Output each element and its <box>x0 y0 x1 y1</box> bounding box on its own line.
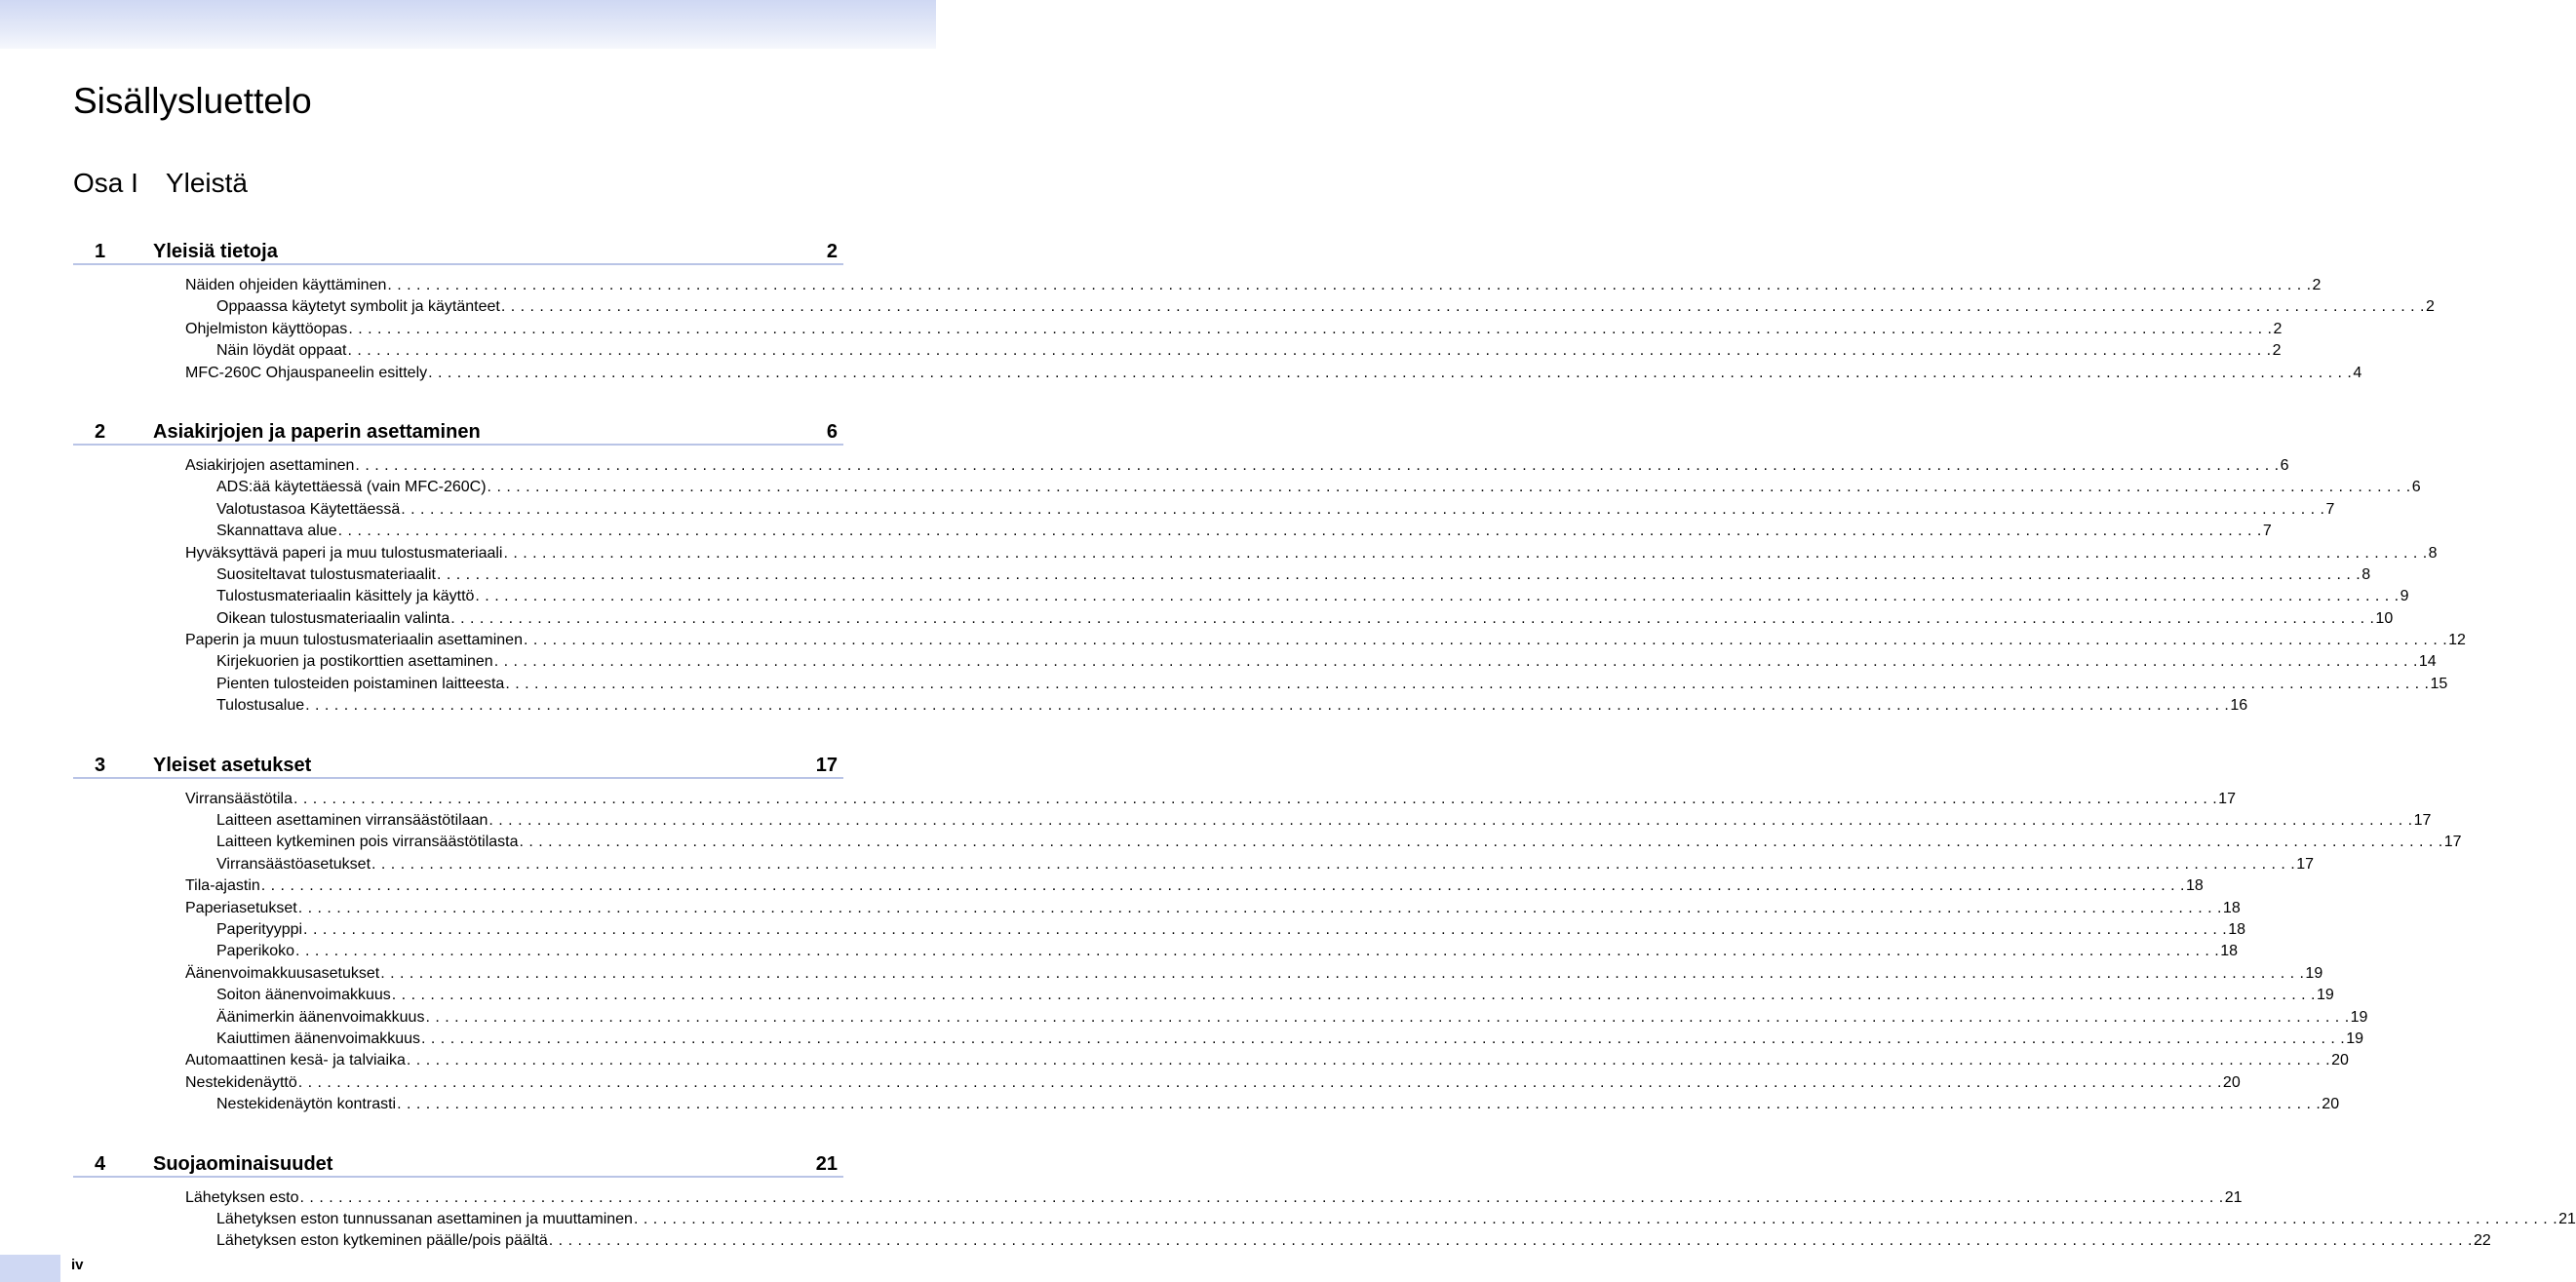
entry-page: 17 <box>2296 855 2314 873</box>
chapter-page: 6 <box>826 420 838 443</box>
entry-title: Ohjelmiston käyttöopas <box>185 320 348 337</box>
chapter-heading[interactable] <box>73 230 843 265</box>
toc-subentry[interactable] <box>73 810 2432 832</box>
dot-leader: . . . . . . . . . . . . . . . . . . . . . . . . . . . . . . . . . . . . . . . . . . . . . . . . . . . . . . . . . . . . . . . . . . . . . . . . . . . . . . . . . . . . . . . . . . . . . . . . . . . . . . . . . . . . . . . . . . . . . . . . . . . . . . . . . . . . . . . . . . . . . . . . . . . . . . . . . . . . . . . . . . . . . . . . . . . . . . . . . . . . . . . . . . . . . . . . . . . . . . . . <box>488 812 2413 830</box>
entry-page: 19 <box>2316 987 2334 1004</box>
entry-page: 18 <box>2222 899 2241 916</box>
entry-title: Pienten tulosteiden poistaminen laitteesta <box>216 675 505 692</box>
toc-entry[interactable] <box>73 319 2283 340</box>
entry-title: Nestekidenäyttö <box>185 1073 297 1091</box>
entry-page: 14 <box>2418 653 2437 671</box>
dot-leader: . . . . . . . . . . . . . . . . . . . . . . . . . . . . . . . . . . . . . . . . . . . . . . . . . . . . . . . . . . . . . . . . . . . . . . . . . . . . . . . . . . . . . . . . . . . . . . . . . . . . . . . . . . . . . . . . . . . . . . . . . . . . . . . . . . . . . . . . . . . . . . . . . . . . . . . . . . . . . . . . . . . . . . . . . . . . . . . . . . . . . . . . . . . . . . . . . . . . . . . . <box>519 834 2443 851</box>
entry-title: Hyväksyttävä paperi ja muu tulostusmateriaali <box>185 544 503 562</box>
entry-title: Paperityyppi <box>216 920 303 938</box>
part-label: Osa I <box>73 168 138 198</box>
entry-page: 19 <box>2346 1029 2363 1047</box>
chapter-number: 2 <box>95 420 106 443</box>
dot-leader: . . . . . . . . . . . . . . . . . . . . . . . . . . . . . . . . . . . . . . . . . . . . . . . . . . . . . . . . . . . . . . . . . . . . . . . . . . . . . . . . . . . . . . . . . . . . . . . . . . . . . . . . . . . . . . . . . . . . . . . . . . . . . . . . . . . . . . . . . . . . . . . . . . . . . . . . . . . . . . . . . . . . . . . . . . . . . . . . . . . . . . . . . . . . . . . . . . . . . . . . <box>355 456 2280 474</box>
dot-leader: . . . . . . . . . . . . . . . . . . . . . . . . . . . . . . . . . . . . . . . . . . . . . . . . . . . . . . . . . . . . . . . . . . . . . . . . . . . . . . . . . . . . . . . . . . . . . . . . . . . . . . . . . . . . . . . . . . . . . . . . . . . . . . . . . . . . . . . . . . . . . . . . . . . . . . . . . . . . . . . . . . . . . . . . . . . . . . . . . . . . . . . . . . . . . . . . . . . . . . . . <box>299 1188 2224 1206</box>
toc-subentry[interactable] <box>73 477 2421 498</box>
entry-title: Äänimerkin äänenvoimakkuus <box>216 1008 425 1026</box>
chapter-entries <box>73 265 2435 410</box>
entry-title: Näiden ohjeiden käyttäminen <box>185 277 387 293</box>
entry-title: Oppaassa käytetyt symbolit ja käytänteet <box>216 298 500 316</box>
entry-page: 18 <box>2220 943 2239 960</box>
toc-subentry[interactable] <box>73 586 2409 607</box>
entry-title: Soiton äänenvoimakkuus <box>216 987 391 1004</box>
toc-entry[interactable] <box>73 630 2466 651</box>
entry-page: 18 <box>2185 877 2204 895</box>
table-of-contents <box>73 230 2576 1279</box>
entry-page: 2 <box>2426 298 2435 316</box>
entry-page: 2 <box>2312 277 2322 293</box>
entry-title: Valotustasoa Käytettäessä <box>216 500 401 518</box>
entry-title: Virransäästöasetukset <box>216 855 371 873</box>
entry-page: 17 <box>2218 790 2236 807</box>
dot-leader: . . . . . . . . . . . . . . . . . . . . . . . . . . . . . . . . . . . . . . . . . . . . . . . . . . . . . . . . . . . . . . . . . . . . . . . . . . . . . . . . . . . . . . . . . . . . . . . . . . . . . . . . . . . . . . . . . . . . . . . . . . . . . . . . . . . . . . . . . . . . . . . . . . . . . . . . . . . . . . . . . . . . . . . . . . . . . . . . . . . . . . . . . . . . . . . . . . . . . . . . <box>397 1096 2322 1113</box>
dot-leader: . . . . . . . . . . . . . . . . . . . . . . . . . . . . . . . . . . . . . . . . . . . . . . . . . . . . . . . . . . . . . . . . . . . . . . . . . . . . . . . . . . . . . . . . . . . . . . . . . . . . . . . . . . . . . . . . . . . . . . . . . . . . . . . . . . . . . . . . . . . . . . . . . . . . . . . . . . . . . . . . . . . . . . . . . . . . . . . . . . . . . . . . . . . . . . . . . . . . . . . . <box>500 298 2425 316</box>
dot-leader: . . . . . . . . . . . . . . . . . . . . . . . . . . . . . . . . . . . . . . . . . . . . . . . . . . . . . . . . . . . . . . . . . . . . . . . . . . . . . . . . . . . . . . . . . . . . . . . . . . . . . . . . . . . . . . . . . . . . . . . . . . . . . . . . . . . . . . . . . . . . . . . . . . . . . . . . . . . . . . . . . . . . . . . . . . . . . . . . . . . . . . . . . . . . . . . . . . . . . . . . <box>337 523 2262 540</box>
entry-page: 6 <box>2280 456 2289 474</box>
entry-page: 8 <box>2361 565 2371 583</box>
dot-leader: . . . . . . . . . . . . . . . . . . . . . . . . . . . . . . . . . . . . . . . . . . . . . . . . . . . . . . . . . . . . . . . . . . . . . . . . . . . . . . . . . . . . . . . . . . . . . . . . . . . . . . . . . . . . . . . . . . . . . . . . . . . . . . . . . . . . . . . . . . . . . . . . . . . . . . . . . . . . . . . . . . . . . . . . . . . . . . . . . . . . . . . . . . . . . . . . . . . . . . . . <box>475 588 2400 605</box>
dot-leader: . . . . . . . . . . . . . . . . . . . . . . . . . . . . . . . . . . . . . . . . . . . . . . . . . . . . . . . . . . . . . . . . . . . . . . . . . . . . . . . . . . . . . . . . . . . . . . . . . . . . . . . . . . . . . . . . . . . . . . . . . . . . . . . . . . . . . . . . . . . . . . . . . . . . . . . . . . . . . . . . . . . . . . . . . . . . . . . . . . . . . . . . . . . . . . . . . . . . . . . . <box>391 987 2316 1004</box>
entry-page: 17 <box>2413 812 2432 830</box>
entry-page: 16 <box>2230 697 2248 715</box>
chapter-entries <box>73 1178 2576 1279</box>
dot-leader: . . . . . . . . . . . . . . . . . . . . . . . . . . . . . . . . . . . . . . . . . . . . . . . . . . . . . . . . . . . . . . . . . . . . . . . . . . . . . . . . . . . . . . . . . . . . . . . . . . . . . . . . . . . . . . . . . . . . . . . . . . . . . . . . . . . . . . . . . . . . . . . . . . . . . . . . . . . . . . . . . . . . . . . . . . . . . . . . . . . . . . . . . . . . . . . . . . . . . . . . <box>305 697 2230 715</box>
toc-subentry[interactable] <box>73 651 2437 673</box>
chapter-title: Suojaominaisuudet <box>153 1152 333 1175</box>
entry-title: MFC-260C Ohjauspaneelin esittely <box>185 364 428 381</box>
dot-leader: . . . . . . . . . . . . . . . . . . . . . . . . . . . . . . . . . . . . . . . . . . . . . . . . . . . . . . . . . . . . . . . . . . . . . . . . . . . . . . . . . . . . . . . . . . . . . . . . . . . . . . . . . . . . . . . . . . . . . . . . . . . . . . . . . . . . . . . . . . . . . . . . . . . . . . . . . . . . . . . . . . . . . . . . . . . . . . . . . . . . . . . . . . . . . . . . . . . . . . . . <box>371 855 2296 873</box>
entry-title: Laitteen asettaminen virransäästötilaan <box>216 812 488 830</box>
entry-page: 21 <box>2224 1188 2243 1206</box>
dot-leader: . . . . . . . . . . . . . . . . . . . . . . . . . . . . . . . . . . . . . . . . . . . . . . . . . . . . . . . . . . . . . . . . . . . . . . . . . . . . . . . . . . . . . . . . . . . . . . . . . . . . . . . . . . . . . . . . . . . . . . . . . . . . . . . . . . . . . . . . . . . . . . . . . . . . . . . . . . . . . . . . . . . . . . . . . . . . . . . . . . . . . . . . . . . . . . . . . . . . . . . . <box>428 364 2353 381</box>
toc-subentry[interactable] <box>73 499 2335 521</box>
toc-subentry[interactable] <box>73 854 2314 875</box>
chapter-entries <box>73 779 2462 1143</box>
dot-leader: . . . . . . . . . . . . . . . . . . . . . . . . . . . . . . . . . . . . . . . . . . . . . . . . . . . . . . . . . . . . . . . . . . . . . . . . . . . . . . . . . . . . . . . . . . . . . . . . . . . . . . . . . . . . . . . . . . . . . . . . . . . . . . . . . . . . . . . . . . . . . . . . . . . . . . . . . . . . . . . . . . . . . . . . . . . . . . . . . . . . . . . . . . . . . . . . . . . . . . . . <box>347 342 2272 360</box>
chapter-page: 2 <box>826 241 838 262</box>
toc-subentry[interactable] <box>73 919 2246 941</box>
chapter-number: 3 <box>95 754 106 776</box>
dot-leader: . . . . . . . . . . . . . . . . . . . . . . . . . . . . . . . . . . . . . . . . . . . . . . . . . . . . . . . . . . . . . . . . . . . . . . . . . . . . . . . . . . . . . . . . . . . . . . . . . . . . . . . . . . . . . . . . . . . . . . . . . . . . . . . . . . . . . . . . . . . . . . . . . . . . . . . . . . . . . . . . . . . . . . . . . . . . . . . . . . . . . . . . . . . . . . . . . . . . . . . . <box>297 1073 2222 1091</box>
entry-title: Nestekidenäytön kontrasti <box>216 1096 397 1113</box>
entry-page: 20 <box>2322 1096 2340 1113</box>
entry-title: Kaiuttimen äänenvoimakkuus <box>216 1029 421 1047</box>
toc-subentry[interactable] <box>73 564 2371 586</box>
toc-entry[interactable] <box>73 898 2241 919</box>
chapter-heading[interactable] <box>73 1143 843 1178</box>
dot-leader: . . . . . . . . . . . . . . . . . . . . . . . . . . . . . . . . . . . . . . . . . . . . . . . . . . . . . . . . . . . . . . . . . . . . . . . . . . . . . . . . . . . . . . . . . . . . . . . . . . . . . . . . . . . . . . . . . . . . . . . . . . . . . . . . . . . . . . . . . . . . . . . . . . . . . . . . . . . . . . . . . . . . . . . . . . . . . . . . . . . . . . . . . . . . . . . . . . . . . . . . <box>523 632 2448 649</box>
toc-entry[interactable] <box>73 1072 2241 1094</box>
toc-subentry[interactable] <box>73 521 2272 542</box>
entry-page: 18 <box>2228 920 2246 938</box>
entry-page: 2 <box>2272 342 2282 360</box>
toc-subentry[interactable] <box>73 985 2334 1006</box>
entry-title: ADS:ää käytettäessä (vain MFC-260C) <box>216 479 487 496</box>
chapter-title: Yleiset asetukset <box>153 754 312 776</box>
dot-leader: . . . . . . . . . . . . . . . . . . . . . . . . . . . . . . . . . . . . . . . . . . . . . . . . . . . . . . . . . . . . . . . . . . . . . . . . . . . . . . . . . . . . . . . . . . . . . . . . . . . . . . . . . . . . . . . . . . . . . . . . . . . . . . . . . . . . . . . . . . . . . . . . . . . . . . . . . . . . . . . . . . . . . . . . . . . . . . . . . . . . . . . . . . . . . . . . . . . . . . . . <box>633 1210 2558 1227</box>
entry-title: Tulostusalue <box>216 697 305 715</box>
entry-title: Oikean tulostusmateriaalin valinta <box>216 609 450 627</box>
dot-leader: . . . . . . . . . . . . . . . . . . . . . . . . . . . . . . . . . . . . . . . . . . . . . . . . . . . . . . . . . . . . . . . . . . . . . . . . . . . . . . . . . . . . . . . . . . . . . . . . . . . . . . . . . . . . . . . . . . . . . . . . . . . . . . . . . . . . . . . . . . . . . . . . . . . . . . . . . . . . . . . . . . . . . . . . . . . . . . . . . . . . . . . . . . . . . . . . . . . . . . . . <box>297 899 2222 916</box>
entry-page: 19 <box>2350 1008 2368 1026</box>
chapter-title: Yleisiä tietoja <box>153 241 278 262</box>
entry-title: Paperikoko <box>216 943 295 960</box>
dot-leader: . . . . . . . . . . . . . . . . . . . . . . . . . . . . . . . . . . . . . . . . . . . . . . . . . . . . . . . . . . . . . . . . . . . . . . . . . . . . . . . . . . . . . . . . . . . . . . . . . . . . . . . . . . . . . . . . . . . . . . . . . . . . . . . . . . . . . . . . . . . . . . . . . . . . . . . . . . . . . . . . . . . . . . . . . . . . . . . . . . . . . . . . . . . . . . . . . . . . . . . . <box>421 1029 2346 1047</box>
part-heading <box>73 164 248 203</box>
dot-leader: . . . . . . . . . . . . . . . . . . . . . . . . . . . . . . . . . . . . . . . . . . . . . . . . . . . . . . . . . . . . . . . . . . . . . . . . . . . . . . . . . . . . . . . . . . . . . . . . . . . . . . . . . . . . . . . . . . . . . . . . . . . . . . . . . . . . . . . . . . . . . . . . . . . . . . . . . . . . . . . . . . . . . . . . . . . . . . . . . . . . . . . . . . . . . . . . . . . . . . . . <box>401 500 2325 518</box>
chapter-number: 1 <box>95 241 106 262</box>
entry-page: 21 <box>2558 1210 2576 1227</box>
toc-subentry[interactable] <box>73 1029 2363 1050</box>
entry-title: Laitteen kytkeminen pois virransäästötilasta <box>216 834 519 851</box>
toc-subentry[interactable] <box>73 1094 2340 1115</box>
part-name: Yleistä <box>165 168 248 198</box>
page-number: iv <box>71 1257 84 1273</box>
toc-subentry[interactable] <box>73 695 2248 717</box>
entry-title: Tila-ajastin <box>185 877 260 895</box>
dot-leader: . . . . . . . . . . . . . . . . . . . . . . . . . . . . . . . . . . . . . . . . . . . . . . . . . . . . . . . . . . . . . . . . . . . . . . . . . . . . . . . . . . . . . . . . . . . . . . . . . . . . . . . . . . . . . . . . . . . . . . . . . . . . . . . . . . . . . . . . . . . . . . . . . . . . . . . . . . . . . . . . . . . . . . . . . . . . . . . . . . . . . . . . . . . . . . . . . . . . . . . . <box>406 1052 2331 1069</box>
dot-leader: . . . . . . . . . . . . . . . . . . . . . . . . . . . . . . . . . . . . . . . . . . . . . . . . . . . . . . . . . . . . . . . . . . . . . . . . . . . . . . . . . . . . . . . . . . . . . . . . . . . . . . . . . . . . . . . . . . . . . . . . . . . . . . . . . . . . . . . . . . . . . . . . . . . . . . . . . . . . . . . . . . . . . . . . . . . . . . . . . . . . . . . . . . . . . . . . . . . . . . . . <box>425 1008 2350 1026</box>
footer-band <box>0 1255 60 1282</box>
entry-title: Näin löydät oppaat <box>216 342 347 360</box>
dot-leader: . . . . . . . . . . . . . . . . . . . . . . . . . . . . . . . . . . . . . . . . . . . . . . . . . . . . . . . . . . . . . . . . . . . . . . . . . . . . . . . . . . . . . . . . . . . . . . . . . . . . . . . . . . . . . . . . . . . . . . . . . . . . . . . . . . . . . . . . . . . . . . . . . . . . . . . . . . . . . . . . . . . . . . . . . . . . . . . . . . . . . . . . . . . . . . . . . . . . . . . . <box>348 320 2273 337</box>
entry-title: Skannattava alue <box>216 523 337 540</box>
toc-entry[interactable] <box>73 363 2362 384</box>
entry-page: 8 <box>2428 544 2438 562</box>
entry-title: Lähetyksen eston kytkeminen päälle/pois päältä <box>216 1232 548 1250</box>
entry-page: 9 <box>2400 588 2409 605</box>
toc-subentry[interactable] <box>73 941 2239 962</box>
toc-entry[interactable] <box>73 875 2204 897</box>
dot-leader: . . . . . . . . . . . . . . . . . . . . . . . . . . . . . . . . . . . . . . . . . . . . . . . . . . . . . . . . . . . . . . . . . . . . . . . . . . . . . . . . . . . . . . . . . . . . . . . . . . . . . . . . . . . . . . . . . . . . . . . . . . . . . . . . . . . . . . . . . . . . . . . . . . . . . . . . . . . . . . . . . . . . . . . . . . . . . . . . . . . . . . . . . . . . . . . . . . . . . . . . <box>437 565 2361 583</box>
dot-leader: . . . . . . . . . . . . . . . . . . . . . . . . . . . . . . . . . . . . . . . . . . . . . . . . . . . . . . . . . . . . . . . . . . . . . . . . . . . . . . . . . . . . . . . . . . . . . . . . . . . . . . . . . . . . . . . . . . . . . . . . . . . . . . . . . . . . . . . . . . . . . . . . . . . . . . . . . . . . . . . . . . . . . . . . . . . . . . . . . . . . . . . . . . . . . . . . . . . . . . . . <box>505 675 2430 692</box>
entry-page: 10 <box>2375 609 2394 627</box>
toc-entry[interactable] <box>73 789 2236 810</box>
entry-title: Paperin ja muun tulostusmateriaalin asettaminen <box>185 632 523 649</box>
toc-entry[interactable] <box>73 543 2438 564</box>
header-band <box>0 0 936 49</box>
toc-subentry[interactable] <box>73 296 2435 318</box>
toc-subentry[interactable] <box>73 1209 2576 1230</box>
entry-page: 20 <box>2331 1052 2349 1069</box>
chapter-page: 17 <box>815 754 838 776</box>
dot-leader: . . . . . . . . . . . . . . . . . . . . . . . . . . . . . . . . . . . . . . . . . . . . . . . . . . . . . . . . . . . . . . . . . . . . . . . . . . . . . . . . . . . . . . . . . . . . . . . . . . . . . . . . . . . . . . . . . . . . . . . . . . . . . . . . . . . . . . . . . . . . . . . . . . . . . . . . . . . . . . . . . . . . . . . . . . . . . . . . . . . . . . . . . . . . . . . . . . . . . . . . <box>380 964 2305 982</box>
entry-title: Asiakirjojen asettaminen <box>185 456 355 474</box>
entry-page: 7 <box>2325 500 2335 518</box>
dot-leader: . . . . . . . . . . . . . . . . . . . . . . . . . . . . . . . . . . . . . . . . . . . . . . . . . . . . . . . . . . . . . . . . . . . . . . . . . . . . . . . . . . . . . . . . . . . . . . . . . . . . . . . . . . . . . . . . . . . . . . . . . . . . . . . . . . . . . . . . . . . . . . . . . . . . . . . . . . . . . . . . . . . . . . . . . . . . . . . . . . . . . . . . . . . . . . . . . . . . . . . . <box>493 653 2418 671</box>
dot-leader: . . . . . . . . . . . . . . . . . . . . . . . . . . . . . . . . . . . . . . . . . . . . . . . . . . . . . . . . . . . . . . . . . . . . . . . . . . . . . . . . . . . . . . . . . . . . . . . . . . . . . . . . . . . . . . . . . . . . . . . . . . . . . . . . . . . . . . . . . . . . . . . . . . . . . . . . . . . . . . . . . . . . . . . . . . . . . . . . . . . . . . . . . . . . . . . . . . . . . . . . <box>450 609 2375 627</box>
entry-page: 7 <box>2262 523 2272 540</box>
chapter-entries <box>73 446 2466 744</box>
chapter-heading[interactable] <box>73 744 843 779</box>
toc-subentry[interactable] <box>73 674 2448 695</box>
toc-subentry[interactable] <box>73 832 2462 853</box>
entry-title: Suositeltavat tulostusmateriaalit <box>216 565 436 583</box>
entry-page: 19 <box>2305 964 2323 982</box>
dot-leader: . . . . . . . . . . . . . . . . . . . . . . . . . . . . . . . . . . . . . . . . . . . . . . . . . . . . . . . . . . . . . . . . . . . . . . . . . . . . . . . . . . . . . . . . . . . . . . . . . . . . . . . . . . . . . . . . . . . . . . . . . . . . . . . . . . . . . . . . . . . . . . . . . . . . . . . . . . . . . . . . . . . . . . . . . . . . . . . . . . . . . . . . . . . . . . . . . . . . . . . . <box>487 479 2411 496</box>
toc-entry[interactable] <box>73 963 2323 985</box>
entry-title: Tulostusmateriaalin käsittely ja käyttö <box>216 588 475 605</box>
entry-title: Lähetyksen esto <box>185 1188 299 1206</box>
entry-title: Paperiasetukset <box>185 899 297 916</box>
dot-leader: . . . . . . . . . . . . . . . . . . . . . . . . . . . . . . . . . . . . . . . . . . . . . . . . . . . . . . . . . . . . . . . . . . . . . . . . . . . . . . . . . . . . . . . . . . . . . . . . . . . . . . . . . . . . . . . . . . . . . . . . . . . . . . . . . . . . . . . . . . . . . . . . . . . . . . . . . . . . . . . . . . . . . . . . . . . . . . . . . . . . . . . . . . . . . . . . . . . . . . . . <box>503 544 2428 562</box>
toc-subentry[interactable] <box>73 340 2282 362</box>
dot-leader: . . . . . . . . . . . . . . . . . . . . . . . . . . . . . . . . . . . . . . . . . . . . . . . . . . . . . . . . . . . . . . . . . . . . . . . . . . . . . . . . . . . . . . . . . . . . . . . . . . . . . . . . . . . . . . . . . . . . . . . . . . . . . . . . . . . . . . . . . . . . . . . . . . . . . . . . . . . . . . . . . . . . . . . . . . . . . . . . . . . . . . . . . . . . . . . . . . . . . . . . <box>548 1232 2473 1250</box>
entry-title: Äänenvoimakkuusasetukset <box>185 964 380 982</box>
entry-title: Lähetyksen eston tunnussanan asettaminen ja muuttaminen <box>216 1210 633 1227</box>
toc-subentry[interactable] <box>73 1007 2368 1029</box>
page-title: Sisällysluettelo <box>73 81 312 121</box>
dot-leader: . . . . . . . . . . . . . . . . . . . . . . . . . . . . . . . . . . . . . . . . . . . . . . . . . . . . . . . . . . . . . . . . . . . . . . . . . . . . . . . . . . . . . . . . . . . . . . . . . . . . . . . . . . . . . . . . . . . . . . . . . . . . . . . . . . . . . . . . . . . . . . . . . . . . . . . . . . . . . . . . . . . . . . . . . . . . . . . . . . . . . . . . . . . . . . . . . . . . . . . . <box>387 277 2312 293</box>
toc-entry[interactable] <box>73 1050 2349 1071</box>
entry-page: 4 <box>2353 364 2362 381</box>
toc-entry[interactable] <box>73 275 2322 296</box>
entry-page: 6 <box>2411 479 2421 496</box>
entry-page: 22 <box>2473 1232 2491 1250</box>
toc-subentry[interactable] <box>73 608 2394 630</box>
chapter-heading[interactable] <box>73 410 843 446</box>
entry-page: 15 <box>2430 675 2448 692</box>
entry-title: Virransäästötila <box>185 790 293 807</box>
toc-subentry[interactable] <box>73 1230 2491 1252</box>
chapter-page: 21 <box>815 1152 838 1175</box>
dot-leader: . . . . . . . . . . . . . . . . . . . . . . . . . . . . . . . . . . . . . . . . . . . . . . . . . . . . . . . . . . . . . . . . . . . . . . . . . . . . . . . . . . . . . . . . . . . . . . . . . . . . . . . . . . . . . . . . . . . . . . . . . . . . . . . . . . . . . . . . . . . . . . . . . . . . . . . . . . . . . . . . . . . . . . . . . . . . . . . . . . . . . . . . . . . . . . . . . . . . . . . . <box>293 790 2218 807</box>
dot-leader: . . . . . . . . . . . . . . . . . . . . . . . . . . . . . . . . . . . . . . . . . . . . . . . . . . . . . . . . . . . . . . . . . . . . . . . . . . . . . . . . . . . . . . . . . . . . . . . . . . . . . . . . . . . . . . . . . . . . . . . . . . . . . . . . . . . . . . . . . . . . . . . . . . . . . . . . . . . . . . . . . . . . . . . . . . . . . . . . . . . . . . . . . . . . . . . . . . . . . . . . <box>260 877 2185 895</box>
entry-page: 20 <box>2222 1073 2241 1091</box>
toc-entry[interactable] <box>73 1187 2243 1209</box>
entry-title: Automaattinen kesä- ja talviaika <box>185 1052 406 1069</box>
chapter-title: Asiakirjojen ja paperin asettaminen <box>153 420 481 443</box>
dot-leader: . . . . . . . . . . . . . . . . . . . . . . . . . . . . . . . . . . . . . . . . . . . . . . . . . . . . . . . . . . . . . . . . . . . . . . . . . . . . . . . . . . . . . . . . . . . . . . . . . . . . . . . . . . . . . . . . . . . . . . . . . . . . . . . . . . . . . . . . . . . . . . . . . . . . . . . . . . . . . . . . . . . . . . . . . . . . . . . . . . . . . . . . . . . . . . . . . . . . . . . . <box>295 943 2220 960</box>
entry-page: 12 <box>2448 632 2466 649</box>
dot-leader: . . . . . . . . . . . . . . . . . . . . . . . . . . . . . . . . . . . . . . . . . . . . . . . . . . . . . . . . . . . . . . . . . . . . . . . . . . . . . . . . . . . . . . . . . . . . . . . . . . . . . . . . . . . . . . . . . . . . . . . . . . . . . . . . . . . . . . . . . . . . . . . . . . . . . . . . . . . . . . . . . . . . . . . . . . . . . . . . . . . . . . . . . . . . . . . . . . . . . . . . <box>303 920 2228 938</box>
entry-page: 2 <box>2273 320 2283 337</box>
entry-title: Kirjekuorien ja postikorttien asettaminen <box>216 653 493 671</box>
toc-entry[interactable] <box>73 455 2289 477</box>
entry-page: 17 <box>2443 834 2462 851</box>
chapter-number: 4 <box>95 1152 106 1175</box>
